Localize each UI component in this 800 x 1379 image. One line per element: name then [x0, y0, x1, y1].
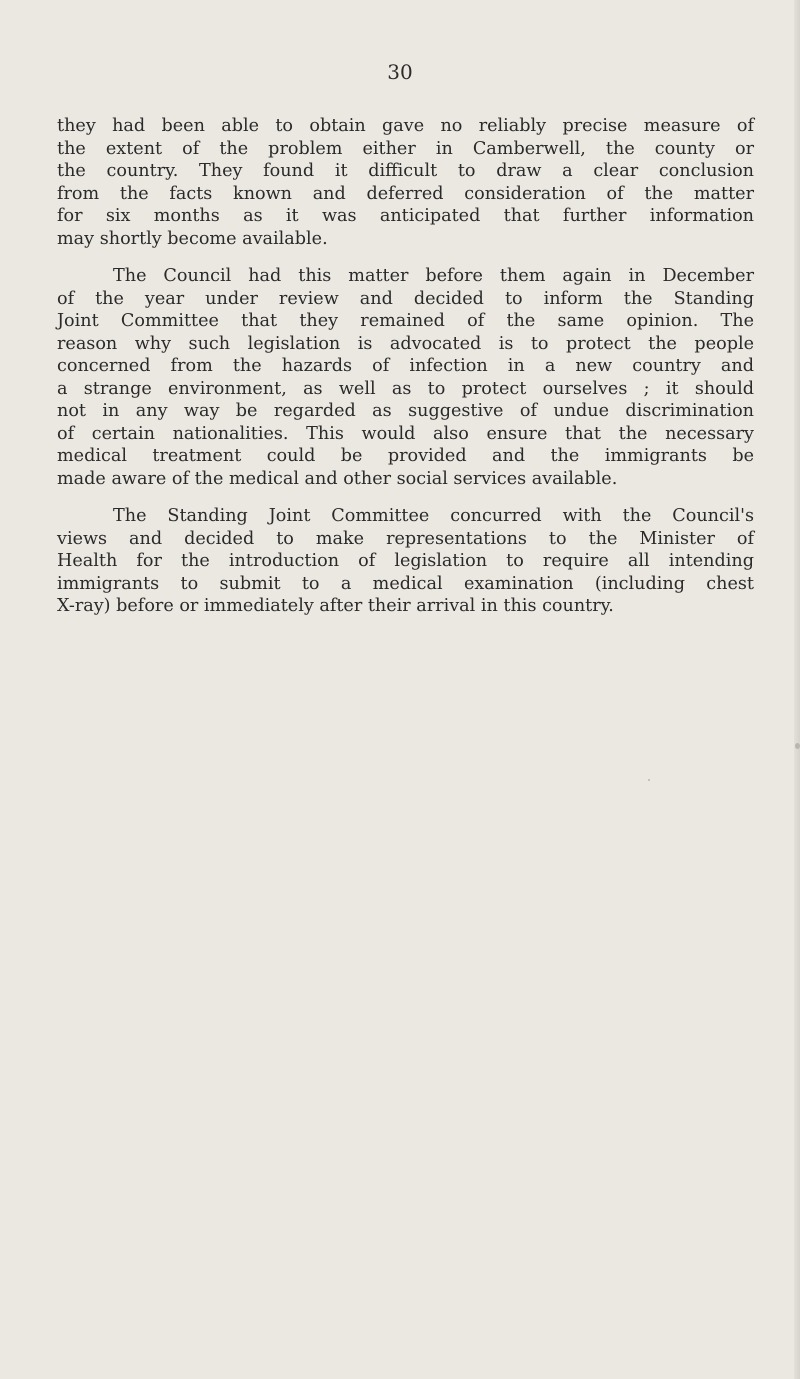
text-line: The Council had this matter before them again in December [113, 266, 754, 286]
text-line: immigrants to submit to a medical examination (including chest [57, 573, 754, 594]
paragraph-3 [57, 505, 754, 618]
text-line: made aware of the medical and other social services available. [57, 468, 618, 489]
text-line: of certain nationalities. This would also ensure that the necessary [57, 423, 754, 444]
text-line: not in any way be regarded as suggestive of undue discrimination [57, 401, 754, 421]
text-line: may shortly become available. [57, 228, 328, 249]
paper-speck [795, 743, 800, 749]
paper-speck [648, 779, 650, 781]
text-line: of the year under review and decided to inform the Standing [57, 288, 754, 309]
page-edge-shadow [794, 0, 800, 1379]
text-line: medical treatment could be provided and the immigrants be [57, 446, 754, 466]
text-line: from the facts known and deferred consideration of the matter [57, 183, 754, 204]
text-line: X-ray) before or immediately after their arrival in this country. [57, 596, 614, 616]
text-line: for six months as it was anticipated that further information [57, 206, 754, 226]
page-number: 30 [387, 60, 413, 84]
text-line: Joint Committee that they remained of the same opinion. The [57, 311, 754, 331]
text-line: they had been able to obtain gave no reliably precise measure of [57, 116, 754, 136]
text-line: views and decided to make representations to the Minister of [57, 528, 754, 549]
body-text [57, 115, 754, 633]
text-line: the extent of the problem either in Camberwell, the county or [57, 138, 754, 159]
paragraph-2 [57, 265, 754, 490]
text-line: a strange environment, as well as to protect ourselves ; it should [57, 378, 754, 399]
text-line: The Standing Joint Committee concurred with the Council's [113, 506, 754, 526]
paragraph-1 [57, 115, 754, 250]
text-line: reason why such legislation is advocated is to protect the people [57, 333, 754, 354]
text-line: concerned from the hazards of infection in a new country and [57, 356, 754, 376]
text-line: the country. They found it difficult to draw a clear conclusion [57, 161, 754, 181]
text-line: Health for the introduction of legislation to require all intending [57, 551, 754, 571]
